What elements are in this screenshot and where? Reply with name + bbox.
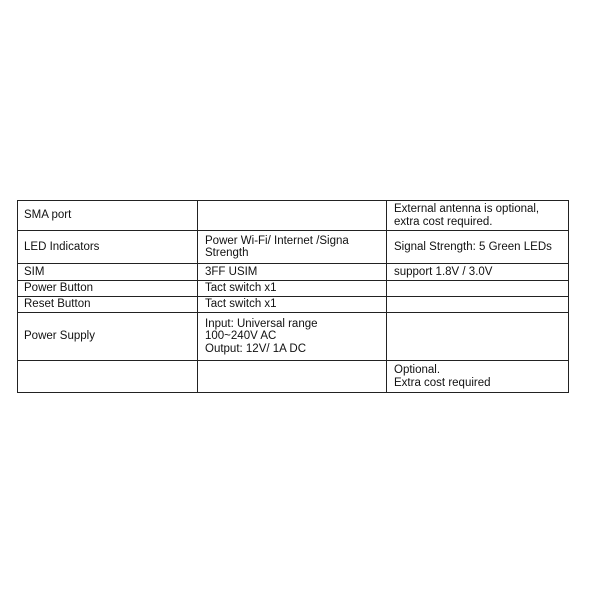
note-line: Extra cost required: [394, 376, 491, 389]
table-row: [18, 361, 569, 393]
spec-line: 3FF USIM: [205, 265, 258, 278]
spec-table: [17, 200, 569, 393]
table-row: [18, 201, 569, 231]
feature-cell: [18, 231, 198, 264]
spec-cell: [198, 201, 387, 231]
table-row: [18, 297, 569, 313]
feature-cell: [18, 281, 198, 297]
feature-cell: [18, 297, 198, 313]
feature-label: Power Supply: [24, 330, 95, 343]
note-cell: [387, 281, 569, 297]
table-row: [18, 281, 569, 297]
note-line: support 1.8V / 3.0V: [394, 265, 493, 278]
feature-cell: [18, 361, 198, 393]
feature-cell: [18, 201, 198, 231]
feature-label: Reset Button: [24, 298, 91, 311]
note-cell: [387, 264, 569, 281]
spec-line: 100~240V AC: [205, 330, 277, 343]
note-line: External antenna is optional,: [394, 203, 540, 215]
note-cell: [387, 313, 569, 361]
table-row: [18, 313, 569, 361]
note-cell: [387, 361, 569, 393]
feature-label: SMA port: [24, 209, 72, 222]
spec-cell: [198, 231, 387, 264]
note-line: extra cost required.: [394, 215, 493, 228]
table-row: [18, 264, 569, 281]
feature-label: LED Indicators: [24, 240, 100, 253]
feature-label: SIM: [24, 265, 45, 278]
spec-cell: [198, 281, 387, 297]
note-cell: [387, 231, 569, 264]
spec-cell: [198, 297, 387, 313]
spec-line: Input: Universal range: [205, 317, 318, 330]
spec-line: Output: 12V/ 1A DC: [205, 342, 307, 355]
feature-label: Power Button: [24, 282, 94, 295]
note-line: Signal Strength: 5 Green LEDs: [394, 240, 552, 253]
spec-cell: [198, 313, 387, 361]
note-cell: [387, 297, 569, 313]
feature-cell: [18, 264, 198, 281]
table-row: [18, 231, 569, 264]
spec-line: Tact switch x1: [205, 282, 277, 295]
feature-cell: [18, 313, 198, 361]
spec-line: Power Wi-Fi/ Internet /Signa: [205, 234, 349, 247]
note-cell: [387, 201, 569, 231]
spec-cell: [198, 264, 387, 281]
note-line: Optional.: [394, 364, 441, 376]
spec-cell: [198, 361, 387, 393]
spec-line: Tact switch x1: [205, 298, 277, 311]
spec-line: Strength: [205, 247, 249, 259]
